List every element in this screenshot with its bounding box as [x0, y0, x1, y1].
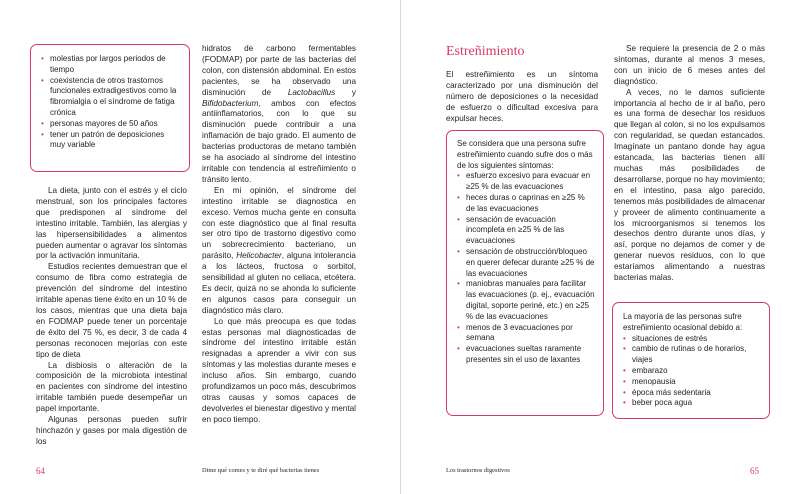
running-head: Los trastornos digestivos	[446, 467, 510, 474]
list-item: • cambio de rutinas o de horarios, viajes	[623, 344, 761, 366]
list-item: • esfuerzo excesivo para evacuar en ≥25 % de las evacuaciones	[457, 171, 595, 193]
paragraph: Algunas personas pueden sufrir hinchazón y gases por mala digestión de los	[36, 415, 187, 446]
paragraph: La disbiosis o alteración de la composición de la microbiota intestinal en pacientes con síndrome del intestino irritable también puede desempeñar un papel importante.	[36, 360, 187, 414]
list-item: • embarazo	[623, 366, 761, 377]
right-column-text	[614, 44, 765, 284]
causes-list	[623, 334, 761, 410]
risk-factors-list	[41, 54, 181, 151]
list-item: • coexistencia de otros trastornos funcionales extradigestivos como la fibromialgia o el síndrome de fatiga crónica	[41, 76, 181, 119]
paragraph: Se requiere la presencia de 2 o más síntomas, durante al menos 3 meses, con un inicio de 6 meses antes del diagnóstico.	[614, 44, 765, 86]
list-item: • beber poca agua	[623, 398, 761, 409]
list-item: • sensación de obstrucción/bloqueo en querer defecar durante ≥25 % de las evacuaciones	[457, 247, 595, 279]
paragraph: Lo que más preocupa es que todas estas personas mal diagnosticadas de síndrome del intestino irritable están resignadas a aprender a vivir con sus síntomas y las molestias durante meses e incluso años. Sin embargo, cuando profundizamos un poco más, descubrimos otras causas y somos capaces de devolverles el bienestar digestivo y mental en poco tiempo.	[202, 316, 356, 424]
list-item: • época más sedentaria	[623, 388, 761, 399]
risk-factors-box	[30, 44, 190, 172]
paragraph: A veces, no le damos suficiente importancia al hecho de ir al baño, pero es una forma de desechar los residuos que llegan al colon, si no los expulsamos con regularidad, se quedan estancados. Imagínate un pantano donde hay agua estancada, las bacterias tienen allí muchas más posibilidades de desarrollarse, porque no hay movimiento; en el intestino, pasa algo parecido, tenemos más posibilidades de almacenar y proveer de alimento continuamente a los microorganismos si tenemos los desechos dentro durante unos días, y así, porque no dejamos de comer y de generar nuevos residuos, con lo que estaríamos alimentando a nuestras bacterias malas.	[614, 87, 765, 283]
middle-column-text	[202, 44, 356, 426]
intro-text	[446, 70, 598, 125]
symptoms-list	[457, 171, 595, 365]
genus-name: Bifidobacterium	[202, 98, 259, 108]
section-heading: Estreñimiento	[446, 44, 525, 59]
list-item: • situaciones de estrés	[623, 334, 761, 345]
box-intro: La mayoría de las personas sufre estreñimiento ocasional debido a:	[623, 312, 743, 332]
occasional-causes-box	[612, 302, 770, 419]
list-item: • personas mayores de 50 años	[41, 119, 181, 130]
paragraph: En mi opinión, el síndrome del intestino irritable se diagnostica en exceso. Vemos mucha gente en consulta con este diagnóstico que al final resulta ser otro tipo de trastorno digestivo como un sobrecrecimiento bacteriano, un parásito, Helicobacter, alguna intolerancia a los lácteos, fructosa o sorbitol, sensibilidad al gluten no celiaca, etcétera. Es decir, quizá no se ahonda lo suficiente en algunos casos para conseguir un diagnóstico más claro.	[202, 185, 356, 315]
page-number: 65	[750, 466, 759, 476]
list-item: • molestias por largos periodos de tiempo	[41, 54, 181, 76]
box-intro: Se considera que una persona sufre estreñimiento cuando sufre dos o más de los siguientes síntomas:	[457, 139, 593, 170]
list-item: • tener un patrón de deposiciones muy variable	[41, 130, 181, 152]
symptoms-box	[446, 130, 604, 416]
list-item: • evacuaciones sueltas raramente presentes sin el uso de laxantes	[457, 344, 595, 366]
genus-name: Helicobacter	[236, 251, 282, 261]
left-column-text	[36, 186, 187, 448]
paragraph: El estreñimiento es un síntoma caracterizado por una disminución del número de deposiciones o la necesidad de esfuerzo o dificultad excesiva para expulsar heces.	[446, 70, 598, 123]
list-item: • maniobras manuales para facilitar las evacuaciones (p. ej., evacuación digital, soporte periné, etc.) en ≥25 % de las evacuaciones	[457, 279, 595, 322]
page-number: 64	[36, 466, 45, 476]
paragraph: hidratos de carbono fermentables (FODMAP) por parte de las bacterias del colon, con distensión abdominal. En estos pacientes, se ha observado una disminución de Lactobacillus y Bifidobacterium, ambos con efectos antiinflamatorios, con lo que su disminución puede contribuir a una inflamación de bajo grado. El aumento de bacterias productoras de metano también se ha asociado al síndrome del intestino irritable con tendencia al estreñimiento o tránsito lento.	[202, 44, 357, 184]
list-item: • heces duras o caprinas en ≥25 % de las evacuaciones	[457, 193, 595, 215]
list-item: • menos de 3 evacuaciones por semana	[457, 323, 595, 345]
running-head: Dime qué comes y te diré qué bacterias tienes	[202, 467, 320, 474]
list-item: • menopausia	[623, 377, 761, 388]
paragraph: La dieta, junto con el estrés y el ciclo menstrual, son los principales factores que predisponen al síndrome del intestino irritable. También, las alergias y las hipersensibilidades a alimentos pueden aumentar o agravar los síntomas por la activación inmunitaria.	[36, 186, 187, 261]
paragraph: Estudios recientes demuestran que el consumo de fibra como estrategia de prevención del síndrome del intestino irritable apenas tiene éxito en un 10 % de los casos, mientras que una dieta baja en FODMAP puede tener un porcentaje de éxito del 75 %, es decir, 3 de cada 4 personas reconocen mejorías con este tipo de dieta	[36, 262, 187, 359]
list-item: • sensación de evacuación incompleta en ≥25 % de las evacuaciones	[457, 215, 595, 247]
genus-name: Lactobacillus	[287, 87, 336, 97]
